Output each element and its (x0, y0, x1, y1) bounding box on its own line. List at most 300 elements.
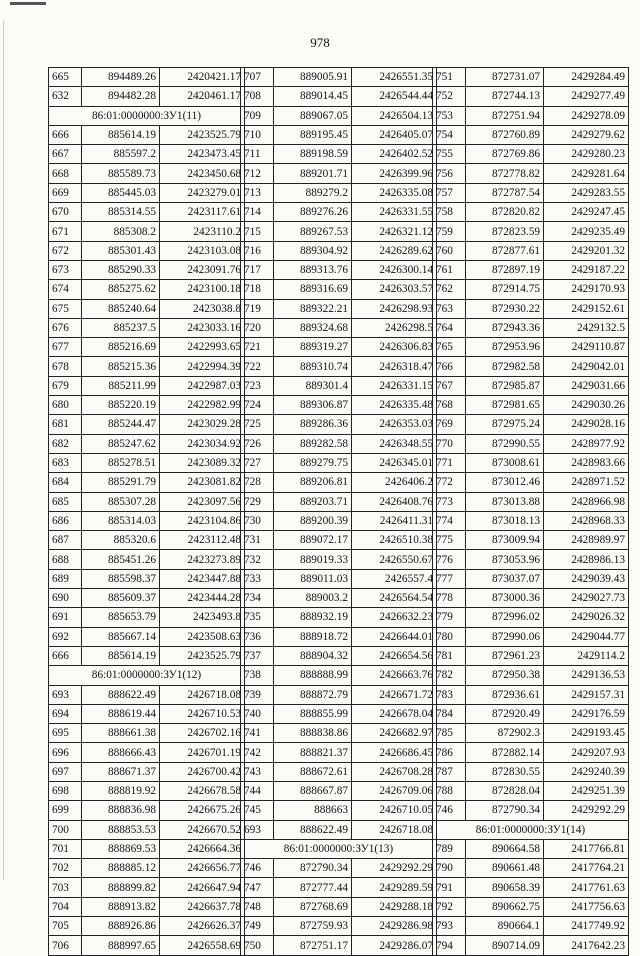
coordinate-x: 872981.65 (466, 396, 544, 415)
coordinate-x: 885211.99 (82, 376, 160, 395)
coordinate-x: 872820.82 (466, 203, 544, 222)
table-row (241, 589, 437, 608)
table-row (241, 608, 437, 627)
coordinate-y: 2426544.44 (352, 87, 437, 106)
table-row (433, 627, 629, 646)
coordinate-y: 2429187.22 (544, 260, 629, 279)
coordinate-y: 2429042.01 (544, 357, 629, 376)
table-row (49, 820, 245, 839)
coordinate-y: 2429279.62 (544, 125, 629, 144)
coordinate-x: 889206.81 (274, 473, 352, 492)
table-row (433, 434, 629, 453)
coordinate-x: 888819.92 (82, 781, 160, 800)
coordinate-x: 888904.32 (274, 646, 352, 665)
coordinate-y: 2422987.03 (160, 376, 245, 395)
coordinate-x: 890662.75 (466, 897, 544, 916)
coordinate-x: 885278.51 (82, 453, 160, 472)
point-number: 709 (241, 106, 274, 125)
table-row (49, 859, 245, 878)
coordinate-y: 2428968.33 (544, 511, 629, 530)
table-row (433, 897, 629, 916)
coordinate-x: 890664.58 (466, 839, 544, 858)
coordinate-y: 2426348.55 (352, 434, 437, 453)
point-number: 717 (241, 260, 274, 279)
point-number: 772 (433, 473, 466, 492)
point-number: 711 (241, 145, 274, 164)
table-row (433, 68, 629, 87)
coordinate-y: 2423112.48 (160, 531, 245, 550)
table-row (433, 299, 629, 318)
section-row (49, 106, 245, 125)
table-row (241, 260, 437, 279)
table-row (241, 106, 437, 125)
point-number: 751 (433, 68, 466, 87)
table-row (49, 357, 245, 376)
point-number: 706 (49, 936, 82, 955)
coordinate-y: 2426710.53 (160, 704, 245, 723)
coordinate-y: 2426402.52 (352, 145, 437, 164)
table-row (49, 704, 245, 723)
point-number: 750 (241, 936, 274, 955)
coordinate-y: 2423279.01 (160, 183, 245, 202)
point-number: 712 (241, 164, 274, 183)
table-row (49, 415, 245, 434)
table-row (241, 781, 437, 800)
coordinate-y: 2429026.32 (544, 608, 629, 627)
point-number: 666 (49, 646, 82, 665)
coordinate-x: 872882.14 (466, 743, 544, 762)
coordinate-y: 2426626.37 (160, 917, 245, 936)
table-row (49, 743, 245, 762)
coordinate-y: 2428971.52 (544, 473, 629, 492)
coordinate-y: 2426656.77 (160, 859, 245, 878)
coordinate-x: 889203.71 (274, 492, 352, 511)
coordinate-x: 872778.82 (466, 164, 544, 183)
point-number: 733 (241, 569, 274, 588)
point-number: 785 (433, 724, 466, 743)
coordinate-y: 2426701.19 (160, 743, 245, 762)
coordinate-y: 2423117.61 (160, 203, 245, 222)
coordinate-x: 885667.14 (82, 627, 160, 646)
table-row (433, 87, 629, 106)
point-number: 699 (49, 801, 82, 820)
table-row (433, 589, 629, 608)
point-number: 788 (433, 781, 466, 800)
table-row (49, 936, 245, 955)
coordinate-y: 2426335.48 (352, 396, 437, 415)
coordinate-x: 885314.55 (82, 203, 160, 222)
table-row (49, 87, 245, 106)
coordinate-y: 2417749.92 (544, 917, 629, 936)
table-row (241, 666, 437, 685)
table-row (241, 704, 437, 723)
table-row (241, 897, 437, 916)
table-row (433, 241, 629, 260)
coordinate-y: 2426289.62 (352, 241, 437, 260)
coordinate-y: 2426406.2 (352, 473, 437, 492)
coordinate-y: 2429289.59 (352, 878, 437, 897)
coordinate-x: 885216.69 (82, 338, 160, 357)
table-row (49, 492, 245, 511)
coordinate-x: 889195.45 (274, 125, 352, 144)
point-number: 684 (49, 473, 82, 492)
coordinate-x: 890664.1 (466, 917, 544, 936)
table-row (241, 338, 437, 357)
coordinate-y: 2420421.17 (160, 68, 245, 87)
table-row (241, 569, 437, 588)
coordinate-y: 2429193.45 (544, 724, 629, 743)
table-row (433, 473, 629, 492)
point-number: 686 (49, 511, 82, 530)
coordinate-x: 885614.19 (82, 646, 160, 665)
coordinate-y: 2426504.13 (352, 106, 437, 125)
point-number: 779 (433, 608, 466, 627)
table-row (241, 318, 437, 337)
coordinate-x: 888672.61 (274, 762, 352, 781)
point-number: 761 (433, 260, 466, 279)
coordinate-x: 888899.82 (82, 878, 160, 897)
table-row (433, 222, 629, 241)
point-number: 693 (241, 820, 274, 839)
coordinate-y: 2426345.01 (352, 453, 437, 472)
coordinate-x: 885614.19 (82, 125, 160, 144)
table-row (433, 917, 629, 936)
point-number: 757 (433, 183, 466, 202)
table-row (433, 145, 629, 164)
coordinate-x: 889198.59 (274, 145, 352, 164)
table-row (241, 222, 437, 241)
coordinate-x: 872930.22 (466, 299, 544, 318)
point-number: 710 (241, 125, 274, 144)
coordinate-x: 889019.33 (274, 550, 352, 569)
coordinate-x: 888821.37 (274, 743, 352, 762)
point-number: 667 (49, 145, 82, 164)
coordinate-x: 889201.71 (274, 164, 352, 183)
coordinate-y: 2429201.32 (544, 241, 629, 260)
table-row (241, 550, 437, 569)
coordinate-y: 2426298.5 (352, 318, 437, 337)
point-number: 748 (241, 897, 274, 916)
coordinate-x: 872744.13 (466, 87, 544, 106)
table-row (433, 453, 629, 472)
point-number: 758 (433, 203, 466, 222)
coordinate-y: 2423103.08 (160, 241, 245, 260)
table-row (433, 415, 629, 434)
table-row (241, 453, 437, 472)
coordinate-x: 872790.34 (274, 859, 352, 878)
coordinate-y: 2417756.63 (544, 897, 629, 916)
table-row (49, 762, 245, 781)
coordinate-x: 872751.94 (466, 106, 544, 125)
coordinate-x: 889322.21 (274, 299, 352, 318)
coordinate-x: 872961.23 (466, 646, 544, 665)
point-number: 700 (49, 820, 82, 839)
coordinate-y: 2426510.38 (352, 531, 437, 550)
point-number: 694 (49, 704, 82, 723)
coordinate-y: 2429247.45 (544, 203, 629, 222)
coordinate-y: 2426718.08 (352, 820, 437, 839)
coordinate-y: 2429286.07 (352, 936, 437, 955)
coordinate-x: 889005.91 (274, 68, 352, 87)
table-row (49, 453, 245, 472)
coordinate-y: 2426710.05 (352, 801, 437, 820)
point-number: 721 (241, 338, 274, 357)
coordinate-x: 888918.72 (274, 627, 352, 646)
point-number: 778 (433, 589, 466, 608)
coordinate-x: 872982.58 (466, 357, 544, 376)
section-row (433, 820, 629, 839)
point-number: 702 (49, 859, 82, 878)
point-number: 688 (49, 550, 82, 569)
table-row (49, 396, 245, 415)
coordinate-x: 888997.65 (82, 936, 160, 955)
point-number: 770 (433, 434, 466, 453)
table-row (49, 878, 245, 897)
coordinate-y: 2429288.18 (352, 897, 437, 916)
point-number: 671 (49, 222, 82, 241)
point-number: 768 (433, 396, 466, 415)
table-row (433, 203, 629, 222)
point-number: 726 (241, 434, 274, 453)
coordinate-y: 2426647.94 (160, 878, 245, 897)
coordinate-x: 872759.93 (274, 917, 352, 936)
coordinate-x: 872830.55 (466, 762, 544, 781)
coordinate-x: 888913.82 (82, 897, 160, 916)
point-number: 753 (433, 106, 466, 125)
point-number: 731 (241, 531, 274, 550)
table-row (241, 762, 437, 781)
table-row (433, 550, 629, 569)
coordinate-y: 2429039.43 (544, 569, 629, 588)
coordinate-x: 888666.43 (82, 743, 160, 762)
coordinate-x: 872943.36 (466, 318, 544, 337)
point-number: 669 (49, 183, 82, 202)
table-row (49, 724, 245, 743)
table-row (433, 936, 629, 955)
coordinate-y: 2429281.64 (544, 164, 629, 183)
point-number: 743 (241, 762, 274, 781)
table-row (433, 531, 629, 550)
coordinate-x: 889319.27 (274, 338, 352, 357)
coordinate-y: 2429235.49 (544, 222, 629, 241)
coordinate-y: 2426318.47 (352, 357, 437, 376)
table-row (433, 878, 629, 897)
coordinate-y: 2423089.32 (160, 453, 245, 472)
point-number: 789 (433, 839, 466, 858)
point-number: 787 (433, 762, 466, 781)
coordinate-y: 2422982.99 (160, 396, 245, 415)
point-number: 675 (49, 299, 82, 318)
point-number: 695 (49, 724, 82, 743)
coordinate-y: 2426671.72 (352, 685, 437, 704)
coordinate-x: 888836.98 (82, 801, 160, 820)
coordinate-y: 2426399.96 (352, 164, 437, 183)
coordinate-x: 888622.49 (82, 685, 160, 704)
coordinate-x: 885589.73 (82, 164, 160, 183)
coordinate-x: 889276.26 (274, 203, 352, 222)
coordinate-x: 872751.17 (274, 936, 352, 955)
coordinate-x: 872990.55 (466, 434, 544, 453)
table-row (49, 299, 245, 318)
coordinate-x: 889072.17 (274, 531, 352, 550)
coordinate-x: 873053.96 (466, 550, 544, 569)
table-row (241, 859, 437, 878)
point-number: 670 (49, 203, 82, 222)
coordinate-y: 2423273.89 (160, 550, 245, 569)
coordinate-y: 2429132.5 (544, 318, 629, 337)
point-number: 771 (433, 453, 466, 472)
coordinate-x: 888663 (274, 801, 352, 820)
coordinate-x: 889279.2 (274, 183, 352, 202)
point-number: 746 (241, 859, 274, 878)
point-number: 727 (241, 453, 274, 472)
coordinate-x: 872985.87 (466, 376, 544, 395)
coordinate-x: 890661.48 (466, 859, 544, 878)
coordinate-x: 885247.62 (82, 434, 160, 453)
coordinate-x: 885314.03 (82, 511, 160, 530)
coordinate-y: 2423100.18 (160, 280, 245, 299)
point-number: 745 (241, 801, 274, 820)
table-row (49, 318, 245, 337)
point-number: 668 (49, 164, 82, 183)
coordinate-x: 885609.37 (82, 589, 160, 608)
coordinate-x: 885308.2 (82, 222, 160, 241)
scan-edge-line (3, 20, 4, 880)
table-row (241, 280, 437, 299)
table-row (433, 376, 629, 395)
table-row (49, 473, 245, 492)
coordinate-x: 872950.38 (466, 666, 544, 685)
point-number: 691 (49, 608, 82, 627)
point-number: 754 (433, 125, 466, 144)
coordinate-x: 872777.44 (274, 878, 352, 897)
coordinate-y: 2426682.97 (352, 724, 437, 743)
point-number: 724 (241, 396, 274, 415)
coordinate-x: 872790.34 (466, 801, 544, 820)
coordinate-y: 2426678.58 (160, 781, 245, 800)
coordinate-y: 2429283.55 (544, 183, 629, 202)
coordinate-x: 872936.61 (466, 685, 544, 704)
point-number: 736 (241, 627, 274, 646)
coordinate-x: 888619.44 (82, 704, 160, 723)
coordinate-y: 2423034.92 (160, 434, 245, 453)
table-row (49, 183, 245, 202)
point-number: 728 (241, 473, 274, 492)
point-number: 764 (433, 318, 466, 337)
coordinate-x: 888853.53 (82, 820, 160, 839)
table-row (241, 878, 437, 897)
point-number: 677 (49, 338, 82, 357)
coordinate-y: 2429028.16 (544, 415, 629, 434)
coordinate-x: 885451.26 (82, 550, 160, 569)
point-number: 766 (433, 357, 466, 376)
coordinate-y: 2417764.21 (544, 859, 629, 878)
coordinate-x: 885307.28 (82, 492, 160, 511)
coordinate-y: 2423029.28 (160, 415, 245, 434)
table-row (49, 241, 245, 260)
table-row (49, 338, 245, 357)
table-row (241, 68, 437, 87)
point-number: 790 (433, 859, 466, 878)
table-row (241, 936, 437, 955)
section-header: 86:01:0000000:ЗУ1(12) (49, 666, 245, 685)
table-row (433, 183, 629, 202)
coordinate-y: 2426335.08 (352, 183, 437, 202)
table-row (49, 260, 245, 279)
coordinate-y: 2422993.65 (160, 338, 245, 357)
coordinate-x: 872877.61 (466, 241, 544, 260)
coordinate-y: 2426303.57 (352, 280, 437, 299)
table-row (433, 318, 629, 337)
coordinate-y: 2423447.88 (160, 569, 245, 588)
table-row (241, 299, 437, 318)
coordinate-x: 885275.62 (82, 280, 160, 299)
point-number: 722 (241, 357, 274, 376)
point-number: 755 (433, 145, 466, 164)
table-row (241, 685, 437, 704)
coordinate-x: 894482.28 (82, 87, 160, 106)
coordinate-y: 2426557.4 (352, 569, 437, 588)
coordinate-y: 2429286.98 (352, 917, 437, 936)
coordinate-x: 873037.07 (466, 569, 544, 588)
table-row (49, 164, 245, 183)
table-row (241, 357, 437, 376)
coordinate-y: 2428966.98 (544, 492, 629, 511)
table-row (241, 87, 437, 106)
coordinate-x: 872760.89 (466, 125, 544, 144)
coordinate-y: 2429207.93 (544, 743, 629, 762)
coordinate-y: 2428989.97 (544, 531, 629, 550)
section-header: 86:01:0000000:ЗУ1(14) (433, 820, 629, 839)
coordinate-x: 888932.19 (274, 608, 352, 627)
table-row (241, 492, 437, 511)
table-row (241, 183, 437, 202)
table-row (49, 897, 245, 916)
point-number: 713 (241, 183, 274, 202)
coordinate-y: 2429031.66 (544, 376, 629, 395)
coordinate-y: 2420461.17 (160, 87, 245, 106)
coordinate-x: 885240.64 (82, 299, 160, 318)
coordinate-y: 2428986.13 (544, 550, 629, 569)
section-row (49, 666, 245, 685)
coordinate-x: 888885.12 (82, 859, 160, 878)
point-number: 756 (433, 164, 466, 183)
coordinate-x: 889067.05 (274, 106, 352, 125)
point-number: 762 (433, 280, 466, 299)
coordinate-x: 888926.86 (82, 917, 160, 936)
coordinate-x: 890714.09 (466, 936, 544, 955)
section-header: 86:01:0000000:ЗУ1(13) (241, 839, 437, 858)
coordinate-x: 873008.61 (466, 453, 544, 472)
table-row (433, 685, 629, 704)
point-number: 705 (49, 917, 82, 936)
point-number: 765 (433, 338, 466, 357)
point-number: 690 (49, 589, 82, 608)
coordinates-table-right (432, 67, 629, 956)
coordinate-y: 2423081.82 (160, 473, 245, 492)
coordinate-x: 889014.45 (274, 87, 352, 106)
table-row (241, 646, 437, 665)
coordinate-y: 2426675.26 (160, 801, 245, 820)
point-number: 734 (241, 589, 274, 608)
coordinate-x: 889279.75 (274, 453, 352, 472)
point-number: 698 (49, 781, 82, 800)
coordinate-y: 2426331.15 (352, 376, 437, 395)
coordinate-y: 2429030.26 (544, 396, 629, 415)
table-row (433, 704, 629, 723)
point-number: 730 (241, 511, 274, 530)
point-number: 697 (49, 762, 82, 781)
